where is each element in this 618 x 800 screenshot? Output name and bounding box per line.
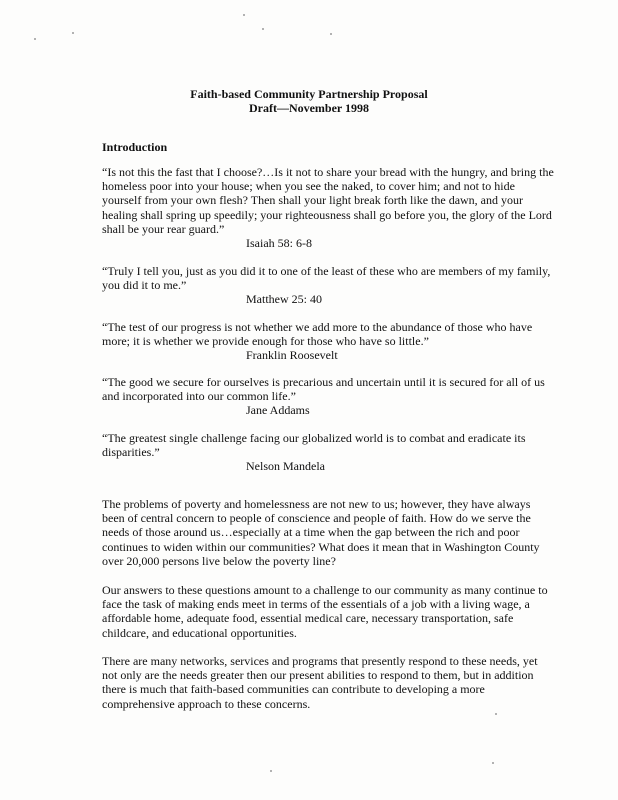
quote-attribution: Nelson Mandela xyxy=(246,459,325,473)
scan-speck xyxy=(72,32,74,34)
body-paragraph: Our answers to these questions amount to a challenge to our community as many continue to face the task of making ends meet in terms of the essentials of a job with a living wage, a affordable home, adequate food, essential medical care, necessary transportation, safe childcare, and educational opportunities. xyxy=(102,583,548,640)
scan-speck xyxy=(492,762,494,764)
quote-text: “The good we secure for ourselves is precarious and uncertain until it is secured for all of us and incorporated into our common life.” xyxy=(102,375,545,404)
quote-text: “Truly I tell you, just as you did it to one of the least of these who are members of my family, you did it to me.” xyxy=(102,264,551,293)
quote-attribution: Franklin Roosevelt xyxy=(246,348,338,362)
scan-speck xyxy=(262,28,264,30)
quote-text: “Is not this the fast that I choose?…Is it not to share your bread with the hungry, and bring the homeless poor into your house; when you see the naked, to cover him; and not to hide yourself from your own flesh? Then shall your light break forth like the dawn, and your healing shall spring up speedily; your righteousness shall go before you, the glory of the Lord shall be your rear guard.” xyxy=(102,165,554,236)
scan-speck xyxy=(34,38,36,40)
body-paragraph: There are many networks, services and programs that presently respond to these needs, yet not only are the needs greater then our present abilities to respond to them, but in addition there is much that faith-based communities can contribute to developing a more comprehensive approach to these concerns. xyxy=(102,654,538,711)
quote-text: “The greatest single challenge facing our globalized world is to combat and eradicate its disparities.” xyxy=(102,431,526,460)
title-line-2: Draft—November 1998 xyxy=(248,101,370,115)
scan-speck xyxy=(243,14,245,16)
scan-speck xyxy=(270,770,272,772)
body-paragraph: The problems of poverty and homelessness are not new to us; however, they have always been of central concern to people of conscience and people of faith. How do we serve the needs of those around us…especially at a time when the gap between the rich and poor continues to widen within our communities? What does it mean that in Washington County over 20,000 persons live below the poverty line? xyxy=(102,497,540,568)
section-heading: Introduction xyxy=(102,140,168,154)
document-title xyxy=(0,87,618,115)
quote-attribution: Jane Addams xyxy=(246,403,310,417)
title-line-1: Faith-based Community Partnership Proposal xyxy=(190,87,428,101)
quote-attribution: Isaiah 58: 6-8 xyxy=(246,236,312,250)
quote-text: “The test of our progress is not whether we add more to the abundance of those who have more; it is whether we provide enough for those who have so little.” xyxy=(102,320,533,349)
quote-attribution: Matthew 25: 40 xyxy=(246,292,322,306)
scan-speck xyxy=(330,33,332,35)
scan-speck xyxy=(495,713,497,715)
